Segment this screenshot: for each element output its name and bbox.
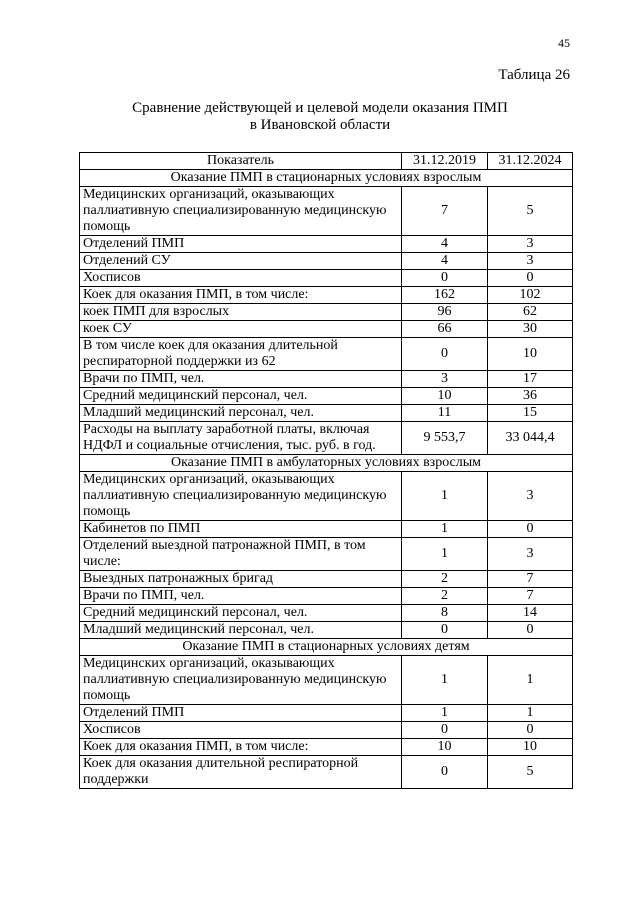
value-2024-cell: 17 xyxy=(488,371,573,388)
value-2019-cell: 1 xyxy=(402,656,488,705)
table-row xyxy=(80,605,573,622)
table-row xyxy=(80,588,573,605)
indicator-cell: Расходы на выплату заработной платы, включая НДФЛ и социальные отчисления, тыс. руб. в год. xyxy=(80,422,402,455)
table-body xyxy=(80,170,573,789)
value-2019-cell: 3 xyxy=(402,371,488,388)
indicator-cell: Коек для оказания ПМП, в том числе: xyxy=(80,739,402,756)
table-row xyxy=(80,538,573,571)
value-2024-cell: 1 xyxy=(488,705,573,722)
value-2024-cell: 10 xyxy=(488,338,573,371)
value-2019-cell: 2 xyxy=(402,571,488,588)
indicator-cell: Коек для оказания длительной респираторной поддержки xyxy=(80,756,402,789)
indicator-cell: В том числе коек для оказания длительной респираторной поддержки из 62 xyxy=(80,338,402,371)
value-2019-cell: 0 xyxy=(402,756,488,789)
value-2019-cell: 1 xyxy=(402,472,488,521)
indicator-cell: Отделений ПМП xyxy=(80,236,402,253)
comparison-table xyxy=(79,152,573,789)
value-2024-cell: 0 xyxy=(488,521,573,538)
table-row xyxy=(80,405,573,422)
value-2024-cell: 7 xyxy=(488,571,573,588)
indicator-cell: Коек для оказания ПМП, в том числе: xyxy=(80,287,402,304)
table-header-row xyxy=(80,153,573,170)
value-2024-cell: 30 xyxy=(488,321,573,338)
value-2019-cell: 10 xyxy=(402,739,488,756)
value-2024-cell: 36 xyxy=(488,388,573,405)
table-row xyxy=(80,656,573,705)
value-2019-cell: 96 xyxy=(402,304,488,321)
indicator-cell: Младший медицинский персонал, чел. xyxy=(80,622,402,639)
table-title-line-2: в Ивановской области xyxy=(249,117,391,133)
indicator-cell: Отделений СУ xyxy=(80,253,402,270)
value-2024-cell: 14 xyxy=(488,605,573,622)
value-2019-cell: 4 xyxy=(402,253,488,270)
value-2024-cell: 3 xyxy=(488,253,573,270)
table-row xyxy=(80,304,573,321)
table-row xyxy=(80,321,573,338)
value-2019-cell: 1 xyxy=(402,538,488,571)
value-2024-cell: 1 xyxy=(488,656,573,705)
table-row xyxy=(80,253,573,270)
table-title xyxy=(0,100,640,134)
indicator-cell: коек СУ xyxy=(80,321,402,338)
table-row xyxy=(80,722,573,739)
value-2024-cell: 5 xyxy=(488,187,573,236)
section-row xyxy=(80,639,573,656)
indicator-cell: Хосписов xyxy=(80,722,402,739)
indicator-cell: Врачи по ПМП, чел. xyxy=(80,371,402,388)
indicator-cell: Отделений ПМП xyxy=(80,705,402,722)
value-2019-cell: 66 xyxy=(402,321,488,338)
table-label: Таблица 26 xyxy=(498,67,570,83)
value-2024-cell: 102 xyxy=(488,287,573,304)
value-2024-cell: 7 xyxy=(488,588,573,605)
section-title: Оказание ПМП в стационарных условиях детям xyxy=(80,639,573,656)
value-2019-cell: 9 553,7 xyxy=(402,422,488,455)
indicator-cell: Медицинских организаций, оказывающих паллиативную специализированную медицинскую помощь xyxy=(80,187,402,236)
indicator-cell: Средний медицинский персонал, чел. xyxy=(80,388,402,405)
value-2024-cell: 5 xyxy=(488,756,573,789)
table-row xyxy=(80,187,573,236)
table-row xyxy=(80,287,573,304)
value-2019-cell: 1 xyxy=(402,705,488,722)
value-2024-cell: 62 xyxy=(488,304,573,321)
table-row xyxy=(80,756,573,789)
indicator-cell: Медицинских организаций, оказывающих паллиативную специализированную медицинскую помощь xyxy=(80,472,402,521)
section-row xyxy=(80,455,573,472)
table-row xyxy=(80,338,573,371)
section-title: Оказание ПМП в амбулаторных условиях взрослым xyxy=(80,455,573,472)
table-row xyxy=(80,622,573,639)
value-2024-cell: 0 xyxy=(488,722,573,739)
table-row xyxy=(80,371,573,388)
table-row xyxy=(80,739,573,756)
indicator-cell: Врачи по ПМП, чел. xyxy=(80,588,402,605)
header-2019: 31.12.2019 xyxy=(402,153,488,170)
value-2024-cell: 3 xyxy=(488,538,573,571)
value-2024-cell: 0 xyxy=(488,270,573,287)
table-row xyxy=(80,705,573,722)
table-row xyxy=(80,422,573,455)
section-title: Оказание ПМП в стационарных условиях взрослым xyxy=(80,170,573,187)
table-row xyxy=(80,472,573,521)
indicator-cell: Хосписов xyxy=(80,270,402,287)
indicator-cell: Младший медицинский персонал, чел. xyxy=(80,405,402,422)
indicator-cell: Выездных патронажных бригад xyxy=(80,571,402,588)
header-2024: 31.12.2024 xyxy=(488,153,573,170)
page-number: 45 xyxy=(558,36,570,50)
table-row xyxy=(80,521,573,538)
value-2024-cell: 10 xyxy=(488,739,573,756)
value-2024-cell: 0 xyxy=(488,622,573,639)
value-2019-cell: 2 xyxy=(402,588,488,605)
value-2024-cell: 15 xyxy=(488,405,573,422)
value-2019-cell: 0 xyxy=(402,722,488,739)
table-row xyxy=(80,270,573,287)
value-2019-cell: 8 xyxy=(402,605,488,622)
value-2019-cell: 10 xyxy=(402,388,488,405)
indicator-cell: коек ПМП для взрослых xyxy=(80,304,402,321)
value-2019-cell: 11 xyxy=(402,405,488,422)
value-2019-cell: 7 xyxy=(402,187,488,236)
header-indicator: Показатель xyxy=(80,153,402,170)
table-row xyxy=(80,388,573,405)
value-2019-cell: 0 xyxy=(402,622,488,639)
table-row xyxy=(80,236,573,253)
indicator-cell: Кабинетов по ПМП xyxy=(80,521,402,538)
value-2019-cell: 0 xyxy=(402,338,488,371)
section-row xyxy=(80,170,573,187)
value-2019-cell: 162 xyxy=(402,287,488,304)
value-2024-cell: 3 xyxy=(488,472,573,521)
indicator-cell: Средний медицинский персонал, чел. xyxy=(80,605,402,622)
indicator-cell: Отделений выездной патронажной ПМП, в том числе: xyxy=(80,538,402,571)
value-2024-cell: 3 xyxy=(488,236,573,253)
value-2019-cell: 4 xyxy=(402,236,488,253)
table-title-line-1: Сравнение действующей и целевой модели оказания ПМП xyxy=(132,100,508,116)
indicator-cell: Медицинских организаций, оказывающих паллиативную специализированную медицинскую помощь xyxy=(80,656,402,705)
value-2024-cell: 33 044,4 xyxy=(488,422,573,455)
value-2019-cell: 1 xyxy=(402,521,488,538)
table-row xyxy=(80,571,573,588)
value-2019-cell: 0 xyxy=(402,270,488,287)
